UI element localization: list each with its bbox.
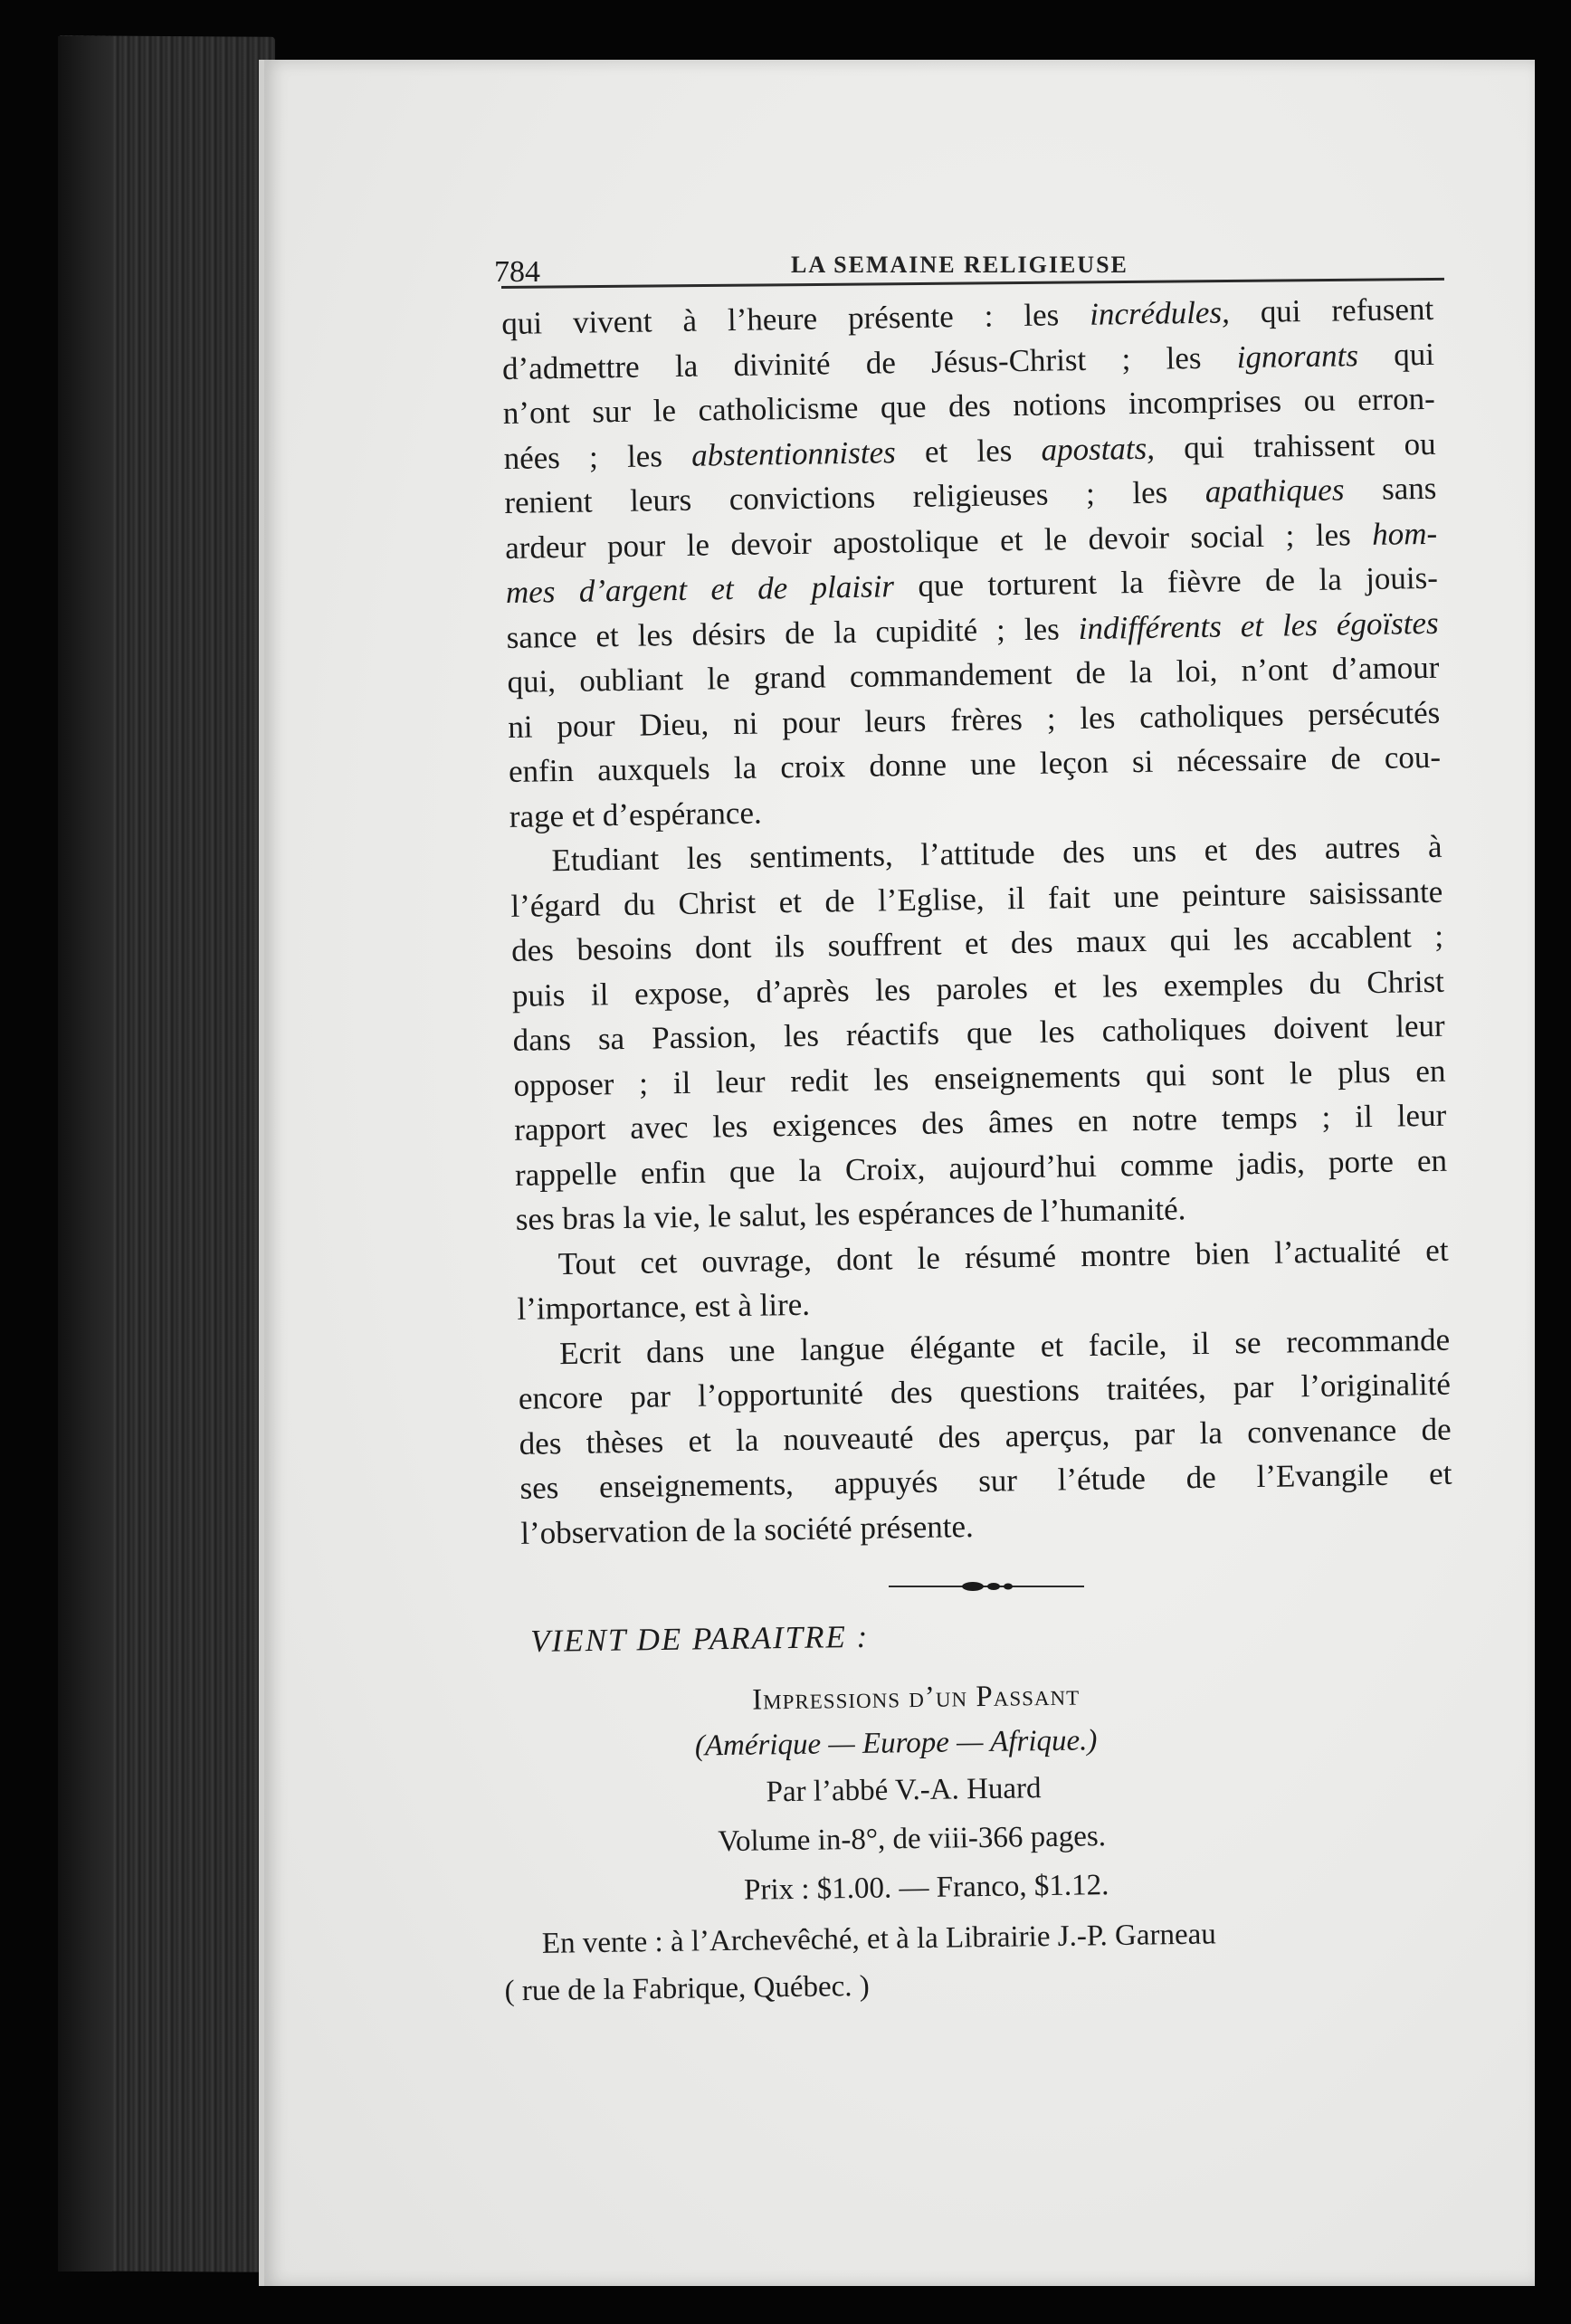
text-run: qui refusent bbox=[1229, 290, 1434, 330]
text-run: opposer ; il leur redit les enseignements qui sont le plus en bbox=[513, 1052, 1446, 1103]
text-run: Ecrit dans une langue élégante et facile, il se recommande bbox=[558, 1321, 1451, 1371]
book-price: Prix : $1.00. — Franco, $1.12. bbox=[743, 1869, 1109, 1907]
book-spine-shadow bbox=[58, 36, 112, 2272]
text-run: ni pour Dieu, ni pour leurs frères ; les catholiques persécutés bbox=[507, 694, 1441, 745]
text-run: qui vivent à l’heure présente : les bbox=[501, 296, 1090, 341]
text-run: ardeur pour le devoir apostolique et le devoir social ; les bbox=[504, 516, 1373, 566]
text-run: qui bbox=[1357, 336, 1435, 373]
text-run: des thèses et la nouveauté des aperçus, par la convenance de bbox=[519, 1411, 1452, 1462]
text-run: ses bras la vie, le salut, les espérances de l’humanité. bbox=[515, 1191, 1186, 1237]
text-run: ses enseignements, appuyés sur l’étude de l’Evangile et bbox=[519, 1455, 1452, 1506]
page-number: 784 bbox=[494, 255, 540, 289]
italic-term: abstentionnistes bbox=[690, 433, 896, 473]
printed-page bbox=[259, 60, 1535, 2286]
text-run: sance et les désirs de la cupidité ; les bbox=[506, 610, 1079, 655]
body-text bbox=[501, 291, 1453, 1560]
ornament-divider bbox=[887, 1580, 1086, 1593]
italic-term: hom- bbox=[1371, 515, 1438, 552]
text-run: dans sa Passion, les réactifs que les catholiques doivent leur bbox=[512, 1007, 1445, 1058]
text-run: renient leurs convictions religieuses ; les bbox=[504, 473, 1206, 520]
notice-heading: VIENT DE PARAITRE : bbox=[529, 1618, 870, 1659]
text-run: l’observation de la société présente. bbox=[519, 1508, 975, 1551]
text-run: et les bbox=[895, 432, 1042, 470]
text-run: rapport avec les exigences des âmes en notre temps ; il leur bbox=[513, 1097, 1447, 1148]
book-subtitle: (Amérique — Europe — Afrique.) bbox=[694, 1724, 1098, 1763]
italic-term: apathiques bbox=[1204, 471, 1345, 510]
text-run: qui trahissent ou bbox=[1154, 425, 1436, 466]
italic-term: apostats, bbox=[1041, 430, 1156, 468]
text-run: puis il expose, d’après les paroles et les exemples du Christ bbox=[511, 963, 1445, 1014]
sale-info-line-2: ( rue de la Fabrique, Québec. ) bbox=[504, 1969, 871, 2008]
running-head: LA SEMAINE RELIGIEUSE bbox=[791, 252, 1128, 278]
sale-info-line-1: En vente : à l’Archevêché, et à la Librairie J.-P. Garneau bbox=[541, 1918, 1216, 1960]
text-run: nées ; les bbox=[503, 437, 692, 476]
italic-term: indifférents et les égoïstes bbox=[1078, 605, 1439, 646]
text-run: rappelle enfin que la Croix, aujourd’hui comme jadis, porte en bbox=[514, 1142, 1448, 1193]
text-run: Tout cet ouvrage, dont le résumé montre bien l’actualité et bbox=[557, 1232, 1449, 1281]
text-run: qui, oubliant le grand commandement de la loi, n’ont d’amour bbox=[507, 649, 1440, 700]
text-run: que torturent la fièvre de la jouis- bbox=[893, 559, 1439, 605]
text-run: n’ont sur le catholicisme que des notions incomprises ou erron- bbox=[502, 380, 1436, 431]
italic-term: mes d’argent et de plaisir bbox=[505, 568, 895, 610]
book-author: Par l’abbé V.-A. Huard bbox=[766, 1772, 1042, 1809]
text-run: sans bbox=[1344, 470, 1437, 508]
text-run: l’importance, est à lire. bbox=[517, 1286, 811, 1327]
text-run: des besoins dont ils souffrent et des maux qui les accablent ; bbox=[510, 918, 1444, 968]
text-run: d’admettre la divinité de Jésus-Christ ; les bbox=[501, 338, 1238, 386]
text-run: rage et d’espérance. bbox=[509, 795, 762, 834]
book-volume: Volume in-8°, de viii-366 pages. bbox=[718, 1820, 1107, 1859]
italic-term: ignorants bbox=[1236, 337, 1359, 375]
text-run: Etudiant les sentiments, l’attitude des uns et des autres à bbox=[551, 828, 1442, 879]
text-run: l’égard du Christ et de l’Eglise, il fait une peinture saisissante bbox=[510, 873, 1443, 924]
text-run: encore par l’opportunité des questions traitées, par l’originalité bbox=[518, 1366, 1452, 1416]
header-rule bbox=[501, 278, 1444, 289]
italic-term: incrédules, bbox=[1089, 294, 1231, 332]
text-run: enfin auxquels la croix donne une leçon si nécessaire de cou- bbox=[508, 738, 1442, 789]
book-title: Impressions d’un Passant bbox=[751, 1679, 1081, 1717]
new-publication-notice bbox=[504, 1613, 1435, 2008]
